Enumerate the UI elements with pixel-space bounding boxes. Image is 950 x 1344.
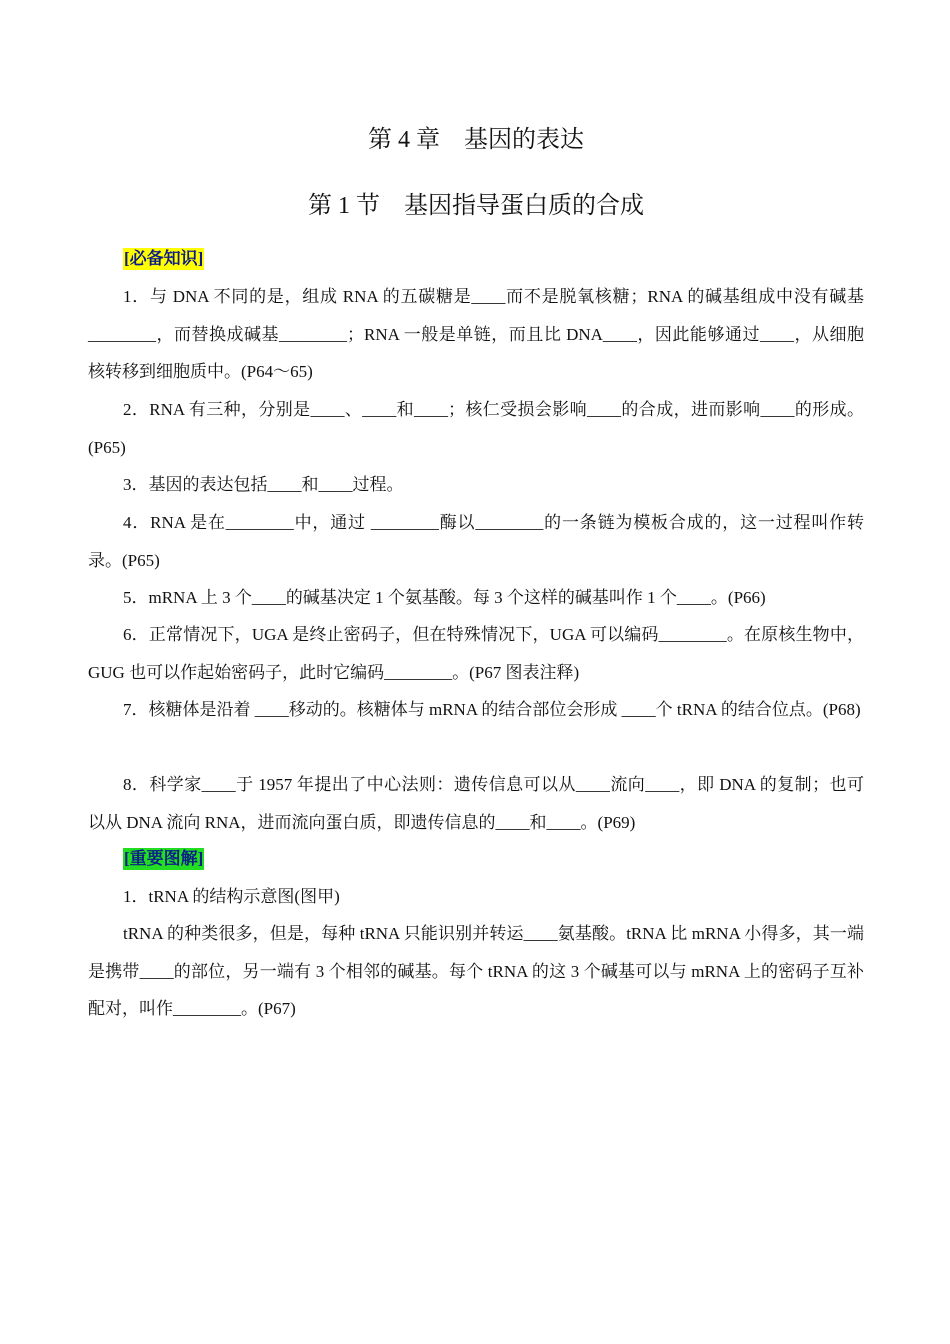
knowledge-item-3: 3．基因的表达包括____和____过程。 bbox=[123, 475, 404, 494]
knowledge-item-6: 6．正常情况下，UGA 是终止密码子，但在特殊情况下，UGA 可以编码________。在原核生物中，GUG 也可以作起始密码子，此时它编码________。(P67 图表注释) bbox=[88, 625, 864, 682]
diagram-heading: 1．tRNA 的结构示意图(图甲) bbox=[123, 887, 340, 906]
section-title: 第 1 节 基因指导蛋白质的合成 bbox=[308, 193, 644, 219]
knowledge-item-7: 7．核糖体是沿着 ____移动的。核糖体与 mRNA 的结合部位会形成 ____个 tRNA 的结合位点。(P68) bbox=[123, 700, 861, 719]
diagram-description: tRNA 的种类很多，但是，每种 tRNA 只能识别并转运____氨基酸。tRNA 比 mRNA 小得多，其一端是携带____的部位，另一端有 3 个相邻的碱基。每个 tRNA 的这 3 个碱基可以与 mRNA 上的密码子互补配对，叫作________。(P67) bbox=[88, 924, 864, 1019]
knowledge-item-1: 1．与 DNA 不同的是，组成 RNA 的五碳糖是____而不是脱氧核糖；RNA 的碱基组成中没有碱基________，而替换成碱基________；RNA 一般是单链，而且比 DNA____，因此能够通过____，从细胞核转移到细胞质中。(P64～65) bbox=[88, 287, 864, 382]
knowledge-item-8: 8．科学家____于 1957 年提出了中心法则：遗传信息可以从____流向____，即 DNA 的复制；也可以从 DNA 流向 RNA，进而流向蛋白质，即遗传信息的____和____。(P69) bbox=[88, 775, 864, 832]
required-knowledge-tag: [必备知识] bbox=[124, 249, 204, 268]
knowledge-item-2: 2．RNA 有三种，分别是____、____和____；核仁受损会影响____的合成，进而影响____的形成。(P65) bbox=[88, 400, 864, 457]
important-diagram-tag: [重要图解] bbox=[124, 849, 204, 868]
knowledge-item-4: 4．RNA 是在________中，通过 ________酶以________的一条链为模板合成的，这一过程叫作转录。(P65) bbox=[88, 513, 864, 570]
chapter-title: 第 4 章 基因的表达 bbox=[368, 127, 584, 153]
knowledge-item-5: 5．mRNA 上 3 个____的碱基决定 1 个氨基酸。每 3 个这样的碱基叫作 1 个____。(P66) bbox=[123, 588, 766, 607]
